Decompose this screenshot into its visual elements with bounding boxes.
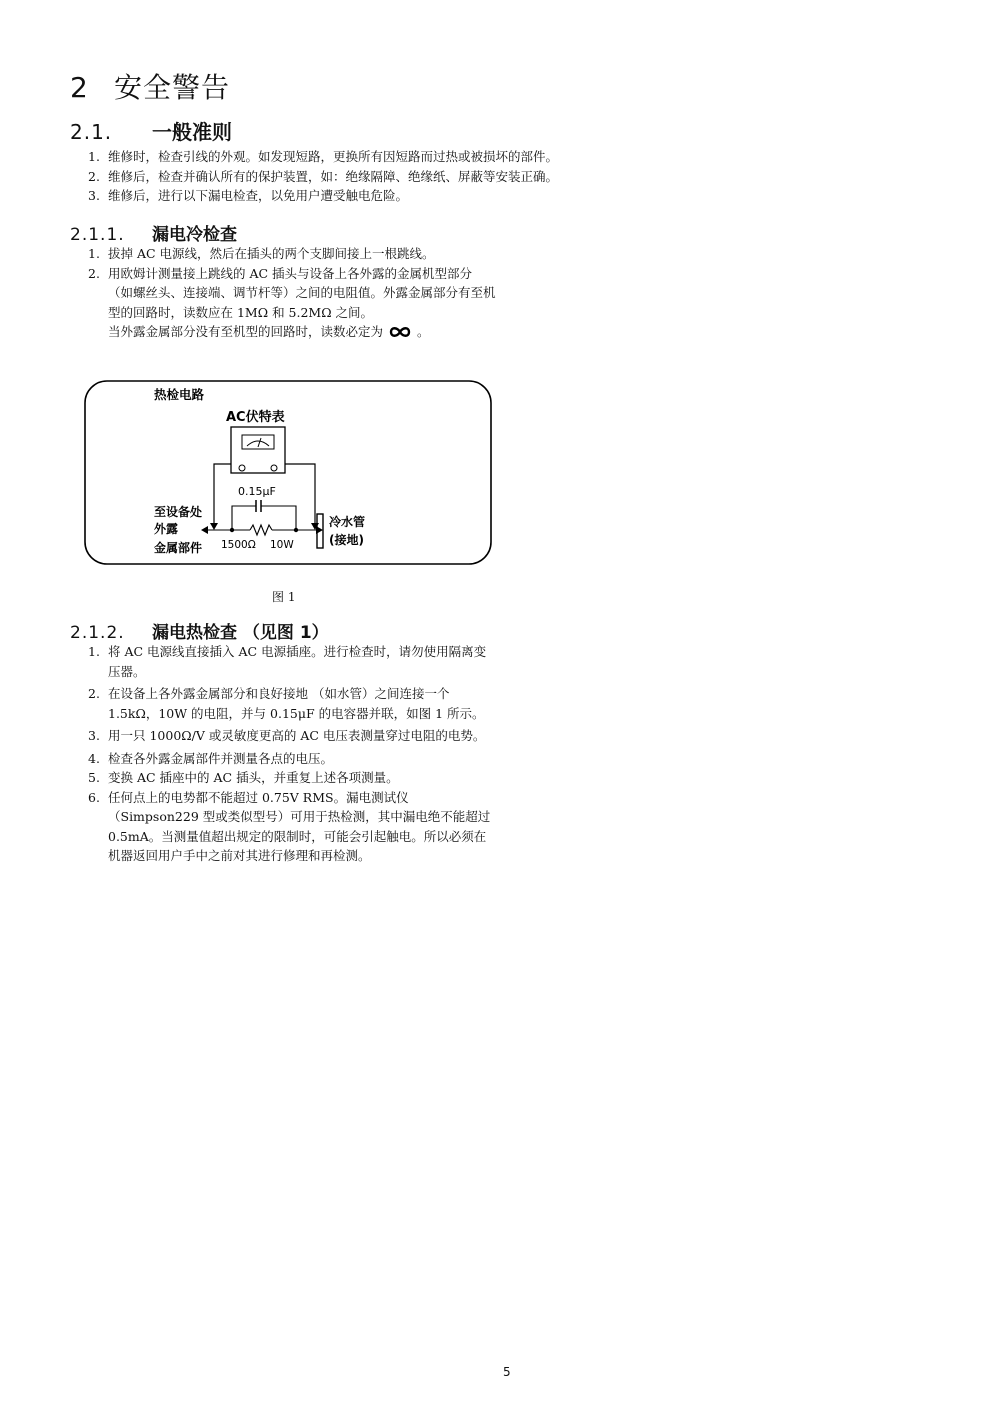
- list-item: 2. 用欧姆计测量接上跳线的 AC 插头与设备上各外露的金属机型部分（如螺丝头、连接端、调节杆等）之间的电阻值。外露金属部分有至机型的回路时，读数应在 1MΩ 和 5.2MΩ 之间。 当外露金属部分没有至机型的回路时，读数必定为 。: [88, 264, 496, 342]
- pipe-label-1: 冷水管: [329, 515, 366, 529]
- equipment-label-2: 外露: [154, 522, 179, 536]
- list-item: 3. 维修后，进行以下漏电检查，以免用户遭受触电危险。: [88, 188, 409, 203]
- heading-number: 2: [70, 71, 89, 104]
- section-number: 2.1.2.: [70, 623, 125, 643]
- list-item: 2. 在设备上各外露金属部分和良好接地 （如水管）之间连接一个 1.5kΩ，10W 的电阻，并与 0.15μF 的电容器并联，如图 1 所示。: [88, 686, 485, 721]
- infinity-note: 当外露金属部分没有至机型的回路时，读数必定为 。: [108, 324, 430, 339]
- section-heading-2-1: [70, 116, 232, 145]
- equipment-label-3: 金属部件: [154, 541, 203, 555]
- list-item: 1. 维修时，检查引线的外观。如发现短路，更换所有因短路而过热或被损坏的部件。: [88, 149, 559, 164]
- meter-arc: [247, 441, 269, 446]
- resistor-wattage-label: 10W: [270, 539, 294, 551]
- list-item: 4. 检查各外露金属部件并测量各点的电压。: [88, 750, 334, 766]
- diagram-title: 热检电路: [154, 387, 205, 402]
- list-item: 3. 用一只 1000Ω/V 或灵敏度更高的 AC 电压表测量穿过电阻的电势。: [88, 728, 486, 743]
- meter-terminal-left: [239, 465, 245, 471]
- resistor-symbol: [250, 525, 272, 535]
- page-number: 5: [503, 1365, 511, 1379]
- junction-right: [294, 528, 298, 532]
- meter-needle: [258, 438, 261, 447]
- heading-title: 安全警告: [114, 71, 231, 104]
- general-rules-list: [88, 147, 668, 206]
- pipe-label-2: (接地): [329, 533, 364, 547]
- meter-lead-right: [285, 464, 315, 528]
- meter-terminal-right: [271, 465, 277, 471]
- capacitor-wire-right: [261, 506, 296, 530]
- figure-caption: 图 1: [272, 590, 296, 604]
- section-number: 2.1.: [70, 120, 113, 144]
- meter-lead-left: [214, 464, 231, 528]
- junction-left: [230, 528, 234, 532]
- section-heading-2-1-2: [70, 618, 329, 643]
- cold-check-list: [88, 244, 496, 342]
- resistor-value-label: 1500Ω: [221, 539, 256, 551]
- hot-check-list: [88, 642, 496, 866]
- list-item: 5. 变换 AC 插座中的 AC 插头，并重复上述各项测量。: [88, 770, 399, 785]
- diagram-border: [85, 381, 491, 564]
- section-heading-2-1-1: [70, 220, 237, 245]
- equipment-label-1: 至设备处: [154, 505, 203, 519]
- section-title: 一般准则: [152, 120, 232, 144]
- arrow-to-equipment: [201, 526, 208, 534]
- section-title: 漏电热检查 （见图 1）: [152, 623, 329, 643]
- list-item: 1. 拔掉 AC 电源线，然后在插头的两个支脚间接上一根跳线。: [88, 246, 435, 261]
- list-item: 1. 将 AC 电源线直接插入 AC 电源插座。进行检查时，请勿使用隔离变压器。: [88, 644, 487, 679]
- list-item: 6. 任何点上的电势都不能超过 0.75V RMS。漏电测试仪（Simpson229 型或类似型号）可用于热检测，其中漏电绝不能超过 0.5mA。当测量值超出规定的限制时，可能会引起触电。所以必须在机器返回用户手中之前对其进行修理和再检测。: [88, 789, 491, 863]
- infinity-icon: [387, 325, 413, 339]
- section-title: 漏电冷检查: [152, 225, 237, 245]
- hot-check-circuit-diagram: [84, 380, 492, 565]
- list-item: 2. 维修后，检查并确认所有的保护装置，如：绝缘隔障、绝缘纸、屏蔽等安装正确。: [88, 168, 559, 184]
- meter-label: AC伏特表: [226, 410, 285, 425]
- page-heading: [70, 66, 230, 106]
- lead-arrow-left: [210, 523, 218, 530]
- section-number: 2.1.1.: [70, 225, 125, 245]
- capacitor-label: 0.15μF: [238, 485, 276, 498]
